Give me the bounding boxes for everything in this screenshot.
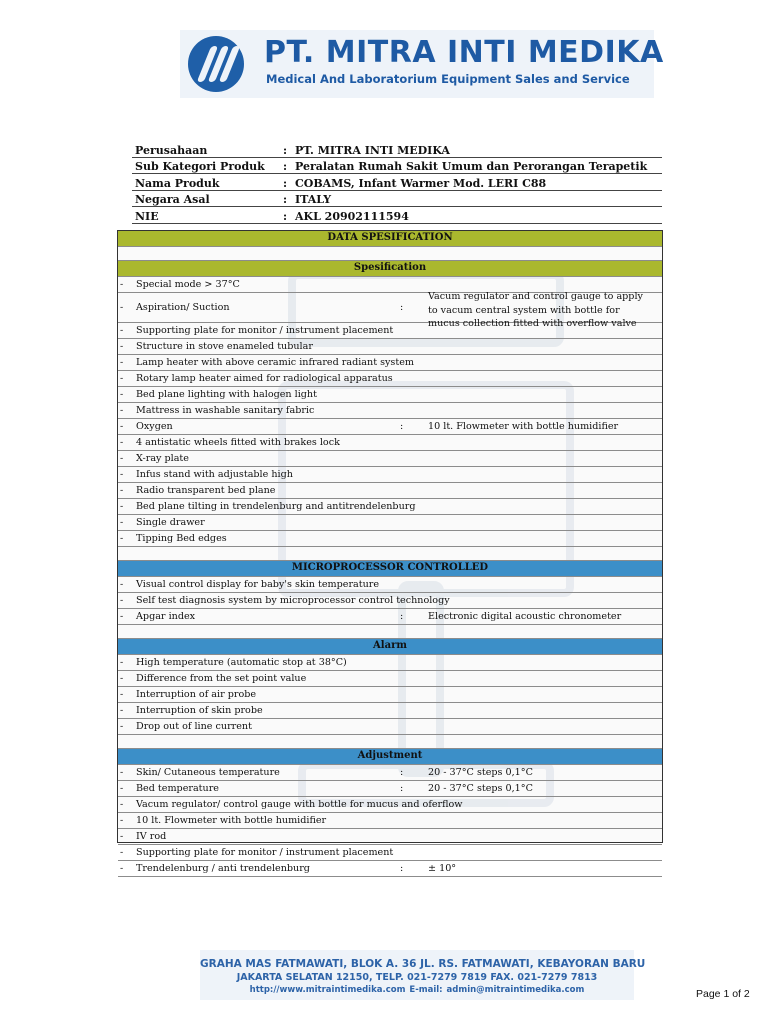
spec-item-row — [118, 765, 662, 781]
spec-section-header: MICROPROCESSOR CONTROLLED — [118, 561, 662, 577]
company-name: PT. MITRA INTI MEDIKA — [264, 35, 664, 70]
info-row — [132, 207, 662, 224]
spec-item-row — [118, 861, 662, 877]
bullet-dash: - — [120, 673, 124, 684]
spec-item-colon: : — [400, 863, 404, 874]
spec-item-label: Aspiration/ Suction — [136, 302, 230, 313]
spec-item-row — [118, 687, 662, 703]
info-value: ITALY — [295, 193, 332, 206]
bullet-dash: - — [120, 279, 124, 290]
bullet-dash: - — [120, 437, 124, 448]
spec-item-label: Skin/ Cutaneous temperature — [136, 767, 280, 778]
bullet-dash: - — [120, 302, 124, 313]
bullet-dash: - — [120, 831, 124, 842]
spec-item-row — [118, 387, 662, 403]
spec-item-row — [118, 339, 662, 355]
spec-item-row — [118, 451, 662, 467]
spec-item-row — [118, 577, 662, 593]
product-info — [132, 141, 662, 224]
spec-item-label: Supporting plate for monitor / instrument placement — [136, 325, 394, 336]
info-row — [132, 158, 662, 175]
info-colon: : — [283, 143, 288, 157]
spec-item-label: Structure in stove enameled tubular — [136, 341, 313, 352]
page-number: Page 1 of 2 — [696, 988, 750, 1000]
bullet-dash: - — [120, 469, 124, 480]
spec-item-row — [118, 531, 662, 547]
footer-phone: JAKARTA SELATAN 12150, TELP. 021-7279 7819 FAX. 021-7279 7813 — [236, 972, 598, 983]
company-header — [180, 30, 664, 98]
bullet-dash: - — [120, 721, 124, 732]
spec-item-label: Oxygen — [136, 421, 173, 432]
spec-item-row — [118, 355, 662, 371]
company-logo-icon — [188, 36, 244, 92]
spec-item-label: Bed plane lighting with halogen light — [136, 389, 317, 400]
spec-item-label: Infus stand with adjustable high — [136, 469, 293, 480]
bullet-dash: - — [120, 357, 124, 368]
info-colon: : — [283, 176, 288, 190]
spec-section-header: Alarm — [118, 639, 662, 655]
info-row — [132, 174, 662, 191]
spec-item-label: Mattress in washable sanitary fabric — [136, 405, 315, 416]
spec-item-label: Special mode > 37°C — [136, 279, 240, 290]
spec-item-label: Bed plane tilting in trendelenburg and antitrendelenburg — [136, 501, 416, 512]
spec-item-row — [118, 403, 662, 419]
spec-item-label: Rotary lamp heater aimed for radiological apparatus — [136, 373, 393, 384]
spec-item-value: Electronic digital acoustic chronometer — [428, 611, 622, 622]
spec-section-header: Adjustment — [118, 749, 662, 765]
info-key: Perusahaan — [135, 143, 208, 157]
company-footer — [200, 950, 646, 1000]
spec-item-row — [118, 419, 662, 435]
info-key: NIE — [135, 209, 159, 223]
spec-item-label: 10 lt. Flowmeter with bottle humidifier — [136, 815, 327, 826]
spec-blank-row — [118, 625, 662, 639]
info-value: AKL 20902111594 — [295, 209, 409, 223]
spec-item-row — [118, 593, 662, 609]
spec-item-label: Bed temperature — [136, 783, 219, 794]
spec-item-label: Tipping Bed edges — [136, 533, 227, 544]
spec-item-label: 4 antistatic wheels fitted with brakes lock — [136, 437, 340, 448]
company-tagline: Medical And Laboratorium Equipment Sales and Service — [266, 72, 630, 86]
info-value: PT. MITRA INTI MEDIKA — [295, 143, 450, 157]
spec-item-value: 10 lt. Flowmeter with bottle humidifier — [428, 421, 619, 432]
bullet-dash: - — [120, 405, 124, 416]
info-row — [132, 141, 662, 158]
spec-item-label: Single drawer — [136, 517, 205, 528]
footer-address: GRAHA MAS FATMAWATI, BLOK A. 36 JL. RS. FATMAWATI, KEBAYORAN BARU — [200, 958, 646, 970]
bullet-dash: - — [120, 517, 124, 528]
spec-item-row — [118, 467, 662, 483]
bullet-dash: - — [120, 389, 124, 400]
info-value: COBAMS, Infant Warmer Mod. LERI C88 — [295, 176, 547, 190]
spec-item-row — [118, 703, 662, 719]
spec-item-label: Vacum regulator/ control gauge with bottle for mucus and oferflow — [136, 799, 463, 810]
spec-item-colon: : — [400, 783, 404, 794]
spec-item-colon: : — [400, 302, 404, 313]
spec-section-header: Spesification — [118, 261, 662, 277]
spec-table — [117, 230, 663, 874]
spec-item-value: 20 - 37°C steps 0,1°C — [428, 783, 533, 794]
info-key: Nama Produk — [135, 176, 220, 190]
bullet-dash: - — [120, 767, 124, 778]
info-colon: : — [283, 209, 288, 223]
spec-item-row — [118, 655, 662, 671]
spec-item-label: Trendelenburg / anti trendelenburg — [136, 863, 310, 874]
spec-item-label: X-ray plate — [136, 453, 189, 464]
spec-item-row — [118, 609, 662, 625]
spec-item-value: Vacum regulator and control gauge to apply to vacum central system with bottle for mucus collection fitted with overflow valve — [428, 291, 643, 329]
bullet-dash: - — [120, 341, 124, 352]
bullet-dash: - — [120, 815, 124, 826]
info-row — [132, 191, 662, 208]
spec-item-label: Radio transparent bed plane — [136, 485, 276, 496]
spec-item-colon: : — [400, 611, 404, 622]
bullet-dash: - — [120, 783, 124, 794]
spec-item-value: ± 10° — [428, 863, 457, 874]
bullet-dash: - — [120, 579, 124, 590]
spec-item-row — [118, 515, 662, 531]
spec-item-row — [118, 719, 662, 735]
bullet-dash: - — [120, 657, 124, 668]
bullet-dash: - — [120, 501, 124, 512]
spec-item-label: Interruption of air probe — [136, 689, 257, 700]
spec-item-row — [118, 371, 662, 387]
spec-item-label: High temperature (automatic stop at 38°C) — [136, 657, 347, 668]
bullet-dash: - — [120, 799, 124, 810]
spec-item-label: Supporting plate for monitor / instrument placement — [136, 847, 394, 858]
info-value: Peralatan Rumah Sakit Umum dan Perorangan Terapetik — [295, 160, 648, 173]
spec-item-value: 20 - 37°C steps 0,1°C — [428, 767, 533, 778]
bullet-dash: - — [120, 863, 124, 874]
spec-blank-row — [118, 247, 662, 261]
bullet-dash: - — [120, 453, 124, 464]
bullet-dash: - — [120, 847, 124, 858]
bullet-dash: - — [120, 705, 124, 716]
info-colon: : — [283, 160, 288, 173]
spec-item-row — [118, 781, 662, 797]
info-colon: : — [283, 193, 288, 206]
spec-item-row — [118, 845, 662, 861]
spec-item-row — [118, 671, 662, 687]
footer-contact: http://www.mitraintimedika.com E-mail: admin@mitraintimedika.com — [249, 985, 585, 995]
spec-blank-row — [118, 735, 662, 749]
spec-item-row — [118, 829, 662, 845]
spec-item-row — [118, 291, 662, 329]
spec-item-label: IV rod — [136, 831, 167, 842]
spec-item-label: Drop out of line current — [136, 721, 252, 732]
spec-item-label: Lamp heater with above ceramic infrared radiant system — [136, 357, 414, 368]
bullet-dash: - — [120, 485, 124, 496]
bullet-dash: - — [120, 595, 124, 606]
spec-rows — [118, 231, 662, 877]
spec-blank-row — [118, 547, 662, 561]
info-key: Sub Kategori Produk — [135, 160, 265, 173]
spec-item-label: Difference from the set point value — [136, 673, 307, 684]
bullet-dash: - — [120, 421, 124, 432]
bullet-dash: - — [120, 533, 124, 544]
spec-item-label: Self test diagnosis system by microprocessor control technology — [136, 595, 450, 606]
spec-item-colon: : — [400, 767, 404, 778]
bullet-dash: - — [120, 689, 124, 700]
spec-item-row — [118, 435, 662, 451]
spec-item-row — [118, 323, 662, 339]
spec-item-row — [118, 813, 662, 829]
spec-item-label: Visual control display for baby's skin temperature — [136, 579, 380, 590]
bullet-dash: - — [120, 373, 124, 384]
spec-item-label: Apgar index — [136, 611, 196, 622]
spec-item-row — [118, 483, 662, 499]
bullet-dash: - — [120, 611, 124, 622]
spec-section-header: DATA SPESIFICATION — [118, 231, 662, 247]
info-key: Negara Asal — [135, 193, 210, 206]
spec-item-label: Interruption of skin probe — [136, 705, 263, 716]
spec-item-row — [118, 499, 662, 515]
bullet-dash: - — [120, 325, 124, 336]
spec-item-row — [118, 797, 662, 813]
spec-item-colon: : — [400, 421, 404, 432]
